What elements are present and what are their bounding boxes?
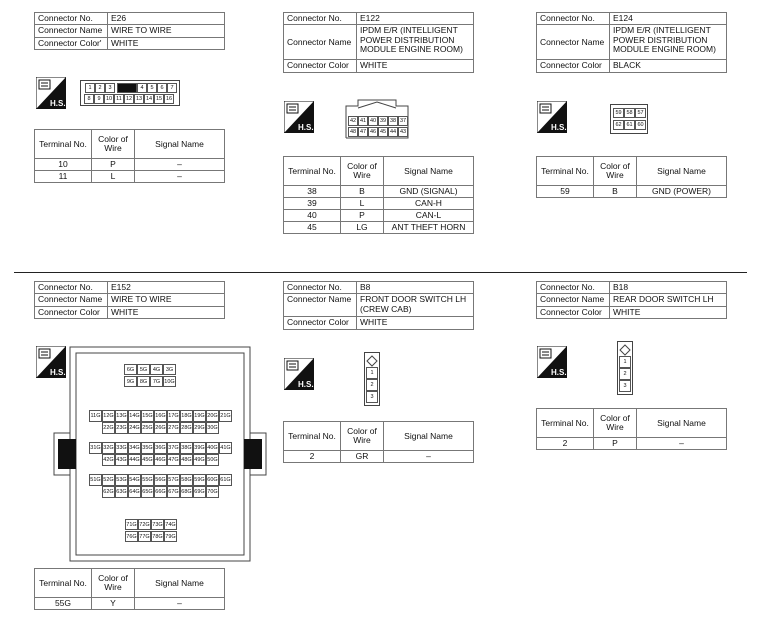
connector-pin: 47G bbox=[167, 454, 180, 466]
table-row: 40 P CAN-L bbox=[284, 209, 474, 221]
color-of-wire-header: Color of Wire bbox=[92, 130, 135, 159]
connector-pin: 72G bbox=[138, 519, 151, 530]
connector-pin: 71G bbox=[125, 519, 138, 530]
table-row: 11 L – bbox=[35, 170, 225, 182]
color-of-wire-header: Color of Wire bbox=[92, 569, 135, 598]
connector-info-e122 bbox=[283, 12, 474, 73]
connector-pin: 3 bbox=[366, 391, 378, 403]
latch-icon bbox=[366, 354, 378, 366]
connector-name-value: IPDM E/R (INTELLIGENT POWER DISTRIBUTION MODULE ENGINE ROOM) bbox=[357, 25, 474, 60]
connector-pin: 28G bbox=[180, 422, 193, 434]
signal-name-header: Signal Name bbox=[384, 422, 474, 451]
connector-pin: 37 bbox=[399, 118, 407, 124]
connector-name-label: Connector Name bbox=[284, 294, 357, 317]
connector-pin: 17G bbox=[167, 410, 180, 422]
connector-no-value: E152 bbox=[108, 282, 225, 294]
connector-pin: 60 bbox=[635, 120, 646, 130]
connector-pin: 37G bbox=[167, 442, 180, 454]
connector-no-label: Connector No. bbox=[284, 282, 357, 294]
signal-name-header: Signal Name bbox=[135, 569, 225, 598]
hs-icon bbox=[537, 346, 567, 378]
signal-name-header: Signal Name bbox=[637, 157, 727, 186]
connector-pin: 40 bbox=[369, 118, 377, 124]
connector-pin: 14G bbox=[128, 410, 141, 422]
connector-pin: 36G bbox=[154, 442, 167, 454]
signal-name-header: Signal Name bbox=[384, 157, 474, 186]
connector-pin: 61G bbox=[219, 474, 232, 486]
connector-pin: 23G bbox=[115, 422, 128, 434]
connector-info-b18 bbox=[536, 281, 727, 319]
connector-pin: 62G bbox=[102, 486, 115, 498]
latch-icon bbox=[619, 343, 631, 355]
hs-label: H.S. bbox=[50, 368, 66, 377]
connector-pin: 2 bbox=[619, 368, 631, 380]
connector-pin: 11G bbox=[89, 410, 102, 422]
connector-pin: 26G bbox=[154, 422, 167, 434]
connector-name-label: Connector Name bbox=[537, 25, 610, 60]
table-row: 38 B GND (SIGNAL) bbox=[284, 186, 474, 198]
connector-pin: 5 bbox=[147, 83, 157, 93]
hs-label: H.S. bbox=[551, 123, 567, 132]
connector-pin: 48 bbox=[349, 129, 357, 135]
connector-pin: 12G bbox=[102, 410, 115, 422]
connector-key-slot bbox=[117, 83, 137, 93]
connector-pin: 79G bbox=[164, 531, 177, 542]
connector-no-label: Connector No. bbox=[537, 282, 610, 294]
connector-pin: 35G bbox=[141, 442, 154, 454]
connector-pin: 42 bbox=[349, 118, 357, 124]
table-row: 10 P – bbox=[35, 159, 225, 171]
connector-no-value: E124 bbox=[610, 13, 727, 25]
connector-pin: 41G bbox=[219, 442, 232, 454]
table-row: 45 LG ANT THEFT HORN bbox=[284, 221, 474, 233]
connector-pin: 10G bbox=[163, 376, 176, 387]
connector-pin: 4 bbox=[137, 83, 147, 93]
connector-pin: 42G bbox=[102, 454, 115, 466]
connector-pin: 64G bbox=[128, 486, 141, 498]
connector-pin: 6G bbox=[124, 364, 137, 375]
connector-name-value: FRONT DOOR SWITCH LH (CREW CAB) bbox=[357, 294, 474, 317]
connector-pin: 59 bbox=[613, 108, 624, 118]
connector-pin: 4G bbox=[150, 364, 163, 375]
color-of-wire-header: Color of Wire bbox=[341, 157, 384, 186]
connector-pin: 10 bbox=[105, 96, 113, 102]
connector-pin: 31G bbox=[89, 442, 102, 454]
connector-pin: 8G bbox=[137, 376, 150, 387]
connector-pin: 45 bbox=[379, 129, 387, 135]
terminal-no-header: Terminal No. bbox=[537, 409, 594, 438]
connector-pin: 39G bbox=[193, 442, 206, 454]
table-row: 2 GR – bbox=[284, 451, 474, 463]
connector-pin: 46 bbox=[369, 129, 377, 135]
connector-pin: 12 bbox=[125, 96, 133, 102]
connector-pin: 49G bbox=[193, 454, 206, 466]
connector-pin: 6 bbox=[157, 83, 167, 93]
connector-color-label: Connector Color bbox=[284, 317, 357, 329]
connector-pin: 63G bbox=[115, 486, 128, 498]
connector-pin: 1 bbox=[619, 356, 631, 368]
connector-pin: 45G bbox=[141, 454, 154, 466]
connector-pin: 77G bbox=[138, 531, 151, 542]
connector-pin: 44G bbox=[128, 454, 141, 466]
hs-icon bbox=[36, 77, 66, 109]
signal-name-header: Signal Name bbox=[135, 130, 225, 159]
connector-pin: 7 bbox=[167, 83, 177, 93]
connector-no-label: Connector No. bbox=[537, 13, 610, 25]
connector-info-e124 bbox=[536, 12, 727, 73]
connector-pin: 15 bbox=[155, 96, 163, 102]
connector-pin: 30G bbox=[206, 422, 219, 434]
connector-pin: 53G bbox=[115, 474, 128, 486]
hs-icon bbox=[284, 358, 314, 390]
connector-pin: 61 bbox=[624, 120, 635, 130]
connector-pin: 16 bbox=[165, 96, 173, 102]
connector-pin: 14 bbox=[145, 96, 153, 102]
connector-color-value: WHITE bbox=[610, 306, 727, 318]
connector-pin: 21G bbox=[219, 410, 232, 422]
connector-pin: 69G bbox=[193, 486, 206, 498]
connector-pin: 43 bbox=[399, 129, 407, 135]
terminal-no-header: Terminal No. bbox=[537, 157, 594, 186]
terminal-no-header: Terminal No. bbox=[35, 569, 92, 598]
connector-pin: 19G bbox=[193, 410, 206, 422]
connector-pin: 59G bbox=[193, 474, 206, 486]
connector-pin: 58 bbox=[624, 108, 635, 118]
connector-pin: 68G bbox=[180, 486, 193, 498]
connector-pin: 76G bbox=[125, 531, 138, 542]
connector-pin: 57 bbox=[635, 108, 646, 118]
connector-pin: 43G bbox=[115, 454, 128, 466]
connector-pin: 8 bbox=[84, 94, 94, 104]
connector-name-label: Connector Name bbox=[35, 25, 108, 37]
color-of-wire-header: Color of Wire bbox=[594, 409, 637, 438]
connector-name-value: REAR DOOR SWITCH LH bbox=[610, 294, 727, 306]
connector-pin: 9 bbox=[94, 94, 104, 104]
signal-table-e26 bbox=[34, 129, 225, 183]
connector-pin: 25G bbox=[141, 422, 154, 434]
signal-table-b8 bbox=[283, 421, 474, 463]
connector-pin: 52G bbox=[102, 474, 115, 486]
connector-pin: 34G bbox=[128, 442, 141, 454]
connector-pin: 2 bbox=[95, 83, 105, 93]
connector-pin: 7G bbox=[150, 376, 163, 387]
connector-pin: 44 bbox=[389, 129, 397, 135]
connector-pin: 29G bbox=[193, 422, 206, 434]
connector-pin: 15G bbox=[141, 410, 154, 422]
connector-pin: 50G bbox=[206, 454, 219, 466]
terminal-no-header: Terminal No. bbox=[284, 157, 341, 186]
connector-info-e26 bbox=[34, 12, 225, 50]
hs-label: H.S. bbox=[298, 380, 314, 389]
connector-pin: 13G bbox=[115, 410, 128, 422]
connector-pin: 60G bbox=[206, 474, 219, 486]
connector-pin: 46G bbox=[154, 454, 167, 466]
connector-pin: 3 bbox=[105, 83, 115, 93]
connector-pin: 11 bbox=[114, 94, 124, 104]
terminal-no-header: Terminal No. bbox=[35, 130, 92, 159]
connector-pin: 48G bbox=[180, 454, 193, 466]
signal-table-b18 bbox=[536, 408, 727, 450]
connector-color-value: WHITE bbox=[108, 37, 225, 49]
connector-color-value: WHITE bbox=[108, 306, 225, 318]
connector-name-value: WIRE TO WIRE bbox=[108, 25, 225, 37]
terminal-no-header: Terminal No. bbox=[284, 422, 341, 451]
connector-no-label: Connector No. bbox=[35, 13, 108, 25]
hs-icon bbox=[284, 101, 314, 133]
connector-name-label: Connector Name bbox=[537, 294, 610, 306]
connector-pin: 2 bbox=[366, 379, 378, 391]
connector-no-value: B8 bbox=[357, 282, 474, 294]
color-of-wire-header: Color of Wire bbox=[341, 422, 384, 451]
connector-pin: 3 bbox=[619, 380, 631, 392]
signal-table-e122 bbox=[283, 156, 474, 234]
connector-pin: 57G bbox=[167, 474, 180, 486]
section-divider bbox=[14, 272, 747, 273]
connector-pin: 55G bbox=[141, 474, 154, 486]
connector-color-value: BLACK bbox=[610, 60, 727, 72]
connector-pin: 38 bbox=[389, 118, 397, 124]
connector-pin: 47 bbox=[359, 129, 367, 135]
connector-pin: 54G bbox=[128, 474, 141, 486]
connector-pin: 67G bbox=[167, 486, 180, 498]
connector-pin: 39 bbox=[379, 118, 387, 124]
hs-icon bbox=[537, 101, 567, 133]
table-row: 59 B GND (POWER) bbox=[537, 186, 727, 198]
connector-no-label: Connector No. bbox=[35, 282, 108, 294]
connector-pin: 22G bbox=[102, 422, 115, 434]
connector-color-value: WHITE bbox=[357, 317, 474, 329]
hs-label: H.S. bbox=[50, 99, 66, 108]
connector-info-e152 bbox=[34, 281, 225, 319]
connector-no-label: Connector No. bbox=[284, 13, 357, 25]
connector-no-value: B18 bbox=[610, 282, 727, 294]
table-row: 55G Y – bbox=[35, 598, 225, 610]
connector-color-label: Connector Color bbox=[537, 60, 610, 72]
connector-info-b8 bbox=[283, 281, 474, 330]
signal-name-header: Signal Name bbox=[637, 409, 727, 438]
connector-pin: 41 bbox=[359, 118, 367, 124]
connector-pin: 56G bbox=[154, 474, 167, 486]
table-row: 39 L CAN-H bbox=[284, 197, 474, 209]
connector-pin: 32G bbox=[102, 442, 115, 454]
connector-pin: 9G bbox=[124, 376, 137, 387]
connector-pin: 66G bbox=[154, 486, 167, 498]
connector-pin: 62 bbox=[613, 120, 624, 130]
connector-color-label: Connector Color' bbox=[35, 37, 108, 49]
connector-pin: 73G bbox=[151, 519, 164, 530]
signal-table-e124 bbox=[536, 156, 727, 198]
connector-pin: 40G bbox=[206, 442, 219, 454]
connector-name-value: WIRE TO WIRE bbox=[108, 294, 225, 306]
connector-pin: 24G bbox=[128, 422, 141, 434]
hs-label: H.S. bbox=[551, 368, 567, 377]
connector-pin: 38G bbox=[180, 442, 193, 454]
connector-color-label: Connector Color bbox=[35, 306, 108, 318]
signal-table-e152 bbox=[34, 568, 225, 610]
hs-label: H.S. bbox=[298, 123, 314, 132]
connector-pin: 58G bbox=[180, 474, 193, 486]
connector-color-value: WHITE bbox=[357, 60, 474, 72]
connector-pin: 33G bbox=[115, 442, 128, 454]
connector-pin: 74G bbox=[164, 519, 177, 530]
connector-pin: 13 bbox=[135, 96, 143, 102]
connector-name-label: Connector Name bbox=[35, 294, 108, 306]
connector-no-value: E122 bbox=[357, 13, 474, 25]
connector-color-label: Connector Color bbox=[537, 306, 610, 318]
connector-pin: 18G bbox=[180, 410, 193, 422]
color-of-wire-header: Color of Wire bbox=[594, 157, 637, 186]
connector-pin: 51G bbox=[89, 474, 102, 486]
connector-pin: 78G bbox=[151, 531, 164, 542]
connector-pin: 65G bbox=[141, 486, 154, 498]
connector-pin: 27G bbox=[167, 422, 180, 434]
connector-pin: 16G bbox=[154, 410, 167, 422]
table-row: 2 P – bbox=[537, 438, 727, 450]
connector-pin: 20G bbox=[206, 410, 219, 422]
connector-name-value: IPDM E/R (INTELLIGENT POWER DISTRIBUTION MODULE ENGINE ROOM) bbox=[610, 25, 727, 60]
connector-no-value: E26 bbox=[108, 13, 225, 25]
connector-color-label: Connector Color bbox=[284, 60, 357, 72]
connector-pin: 5G bbox=[137, 364, 150, 375]
connector-pin: 1 bbox=[85, 83, 95, 93]
connector-pin: 1 bbox=[366, 367, 378, 379]
connector-pin: 70G bbox=[206, 486, 219, 498]
connector-pin: 3G bbox=[163, 364, 176, 375]
connector-name-label: Connector Name bbox=[284, 25, 357, 60]
